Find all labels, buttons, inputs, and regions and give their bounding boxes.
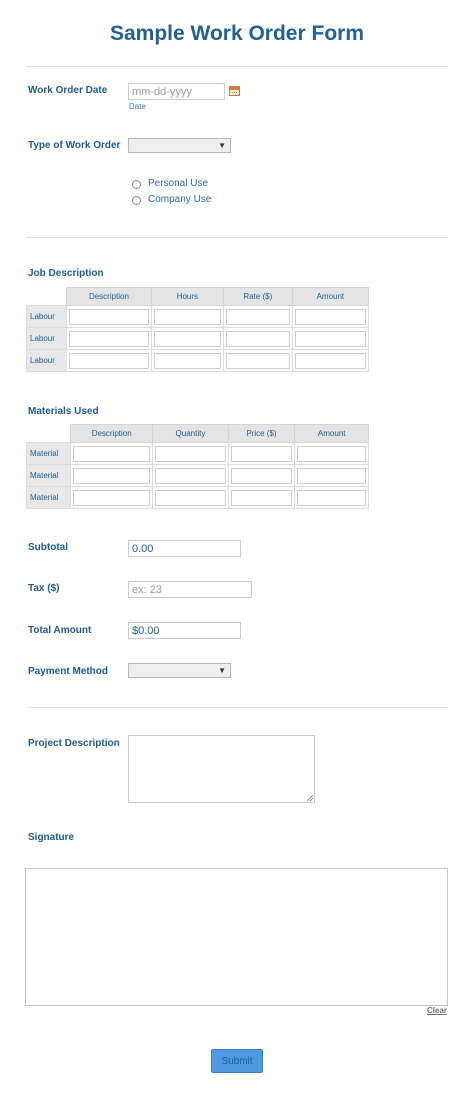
material-amount-input[interactable] bbox=[297, 446, 366, 462]
chevron-down-icon: ▼ bbox=[218, 666, 226, 675]
payment-method-label: Payment Method bbox=[28, 666, 109, 677]
tax-label: Tax ($) bbox=[28, 583, 60, 594]
radio-personal-use-label[interactable]: Personal Use bbox=[148, 178, 209, 189]
table-row bbox=[27, 328, 369, 350]
subtotal-label: Subtotal bbox=[28, 542, 68, 553]
labour-amount-input[interactable] bbox=[295, 309, 366, 325]
column-header: Description bbox=[67, 288, 152, 306]
material-price-input[interactable] bbox=[231, 490, 293, 506]
table-row bbox=[27, 487, 369, 509]
row-header: Material bbox=[27, 487, 71, 509]
material-price-input[interactable] bbox=[231, 468, 293, 484]
labour-rate-input[interactable] bbox=[226, 353, 290, 369]
payment-method-select[interactable] bbox=[128, 663, 231, 678]
row-header: Labour bbox=[27, 306, 67, 328]
labour-description-input[interactable] bbox=[69, 331, 149, 347]
project-description-textarea[interactable] bbox=[128, 735, 315, 803]
labour-hours-input[interactable] bbox=[154, 353, 221, 369]
type-of-work-order-select[interactable] bbox=[128, 138, 231, 153]
row-header: Labour bbox=[27, 328, 67, 350]
total-amount-field[interactable] bbox=[128, 622, 241, 639]
signature-label: Signature bbox=[28, 832, 75, 843]
column-header: Rate ($) bbox=[223, 288, 292, 306]
radio-company-use-label[interactable]: Company Use bbox=[148, 194, 212, 205]
divider-top bbox=[26, 66, 448, 67]
column-header: Amount bbox=[295, 425, 369, 443]
labour-rate-input[interactable] bbox=[226, 331, 290, 347]
chevron-down-icon: ▼ bbox=[218, 141, 226, 150]
table-row bbox=[27, 465, 369, 487]
material-quantity-input[interactable] bbox=[155, 446, 225, 462]
material-quantity-input[interactable] bbox=[155, 468, 225, 484]
labour-rate-input[interactable] bbox=[226, 309, 290, 325]
signature-pad[interactable] bbox=[25, 868, 448, 1006]
radio-personal-use[interactable] bbox=[132, 180, 141, 189]
work-order-date-input[interactable] bbox=[128, 83, 225, 100]
resize-handle-icon[interactable] bbox=[307, 795, 313, 801]
column-header: Amount bbox=[292, 288, 368, 306]
job-description-label: Job Description bbox=[28, 268, 104, 279]
material-amount-input[interactable] bbox=[297, 468, 366, 484]
material-price-input[interactable] bbox=[231, 446, 293, 462]
submit-button[interactable]: Submit bbox=[211, 1049, 263, 1073]
table-corner bbox=[27, 288, 67, 306]
table-row bbox=[27, 350, 369, 372]
row-header: Material bbox=[27, 443, 71, 465]
type-of-work-order-label: Type of Work Order bbox=[28, 140, 121, 151]
material-description-input[interactable] bbox=[73, 490, 150, 506]
labour-amount-input[interactable] bbox=[295, 331, 366, 347]
row-header: Material bbox=[27, 465, 71, 487]
materials-used-label: Materials Used bbox=[28, 406, 99, 417]
project-description-label: Project Description bbox=[28, 738, 120, 749]
labour-description-input[interactable] bbox=[69, 309, 149, 325]
job-description-table bbox=[26, 287, 369, 372]
labour-description-input[interactable] bbox=[69, 353, 149, 369]
total-amount-label: Total Amount bbox=[28, 625, 92, 636]
table-corner bbox=[27, 425, 71, 443]
tax-field[interactable] bbox=[128, 581, 252, 598]
labour-hours-input[interactable] bbox=[154, 309, 221, 325]
labour-hours-input[interactable] bbox=[154, 331, 221, 347]
column-header: Description bbox=[71, 425, 153, 443]
material-amount-input[interactable] bbox=[297, 490, 366, 506]
calendar-icon[interactable] bbox=[229, 86, 240, 96]
column-header: Quantity bbox=[153, 425, 228, 443]
radio-company-use[interactable] bbox=[132, 196, 141, 205]
row-header: Labour bbox=[27, 350, 67, 372]
divider-bottom bbox=[26, 707, 448, 708]
column-header: Hours bbox=[151, 288, 223, 306]
divider-middle bbox=[26, 237, 448, 238]
table-row bbox=[27, 443, 369, 465]
column-header: Price ($) bbox=[228, 425, 295, 443]
material-description-input[interactable] bbox=[73, 468, 150, 484]
page-title: Sample Work Order Form bbox=[109, 22, 364, 45]
material-description-input[interactable] bbox=[73, 446, 150, 462]
date-sublabel: Date bbox=[129, 102, 146, 111]
material-quantity-input[interactable] bbox=[155, 490, 225, 506]
subtotal-field[interactable] bbox=[128, 540, 241, 557]
labour-amount-input[interactable] bbox=[295, 353, 366, 369]
table-row bbox=[27, 306, 369, 328]
clear-signature-link[interactable]: Clear bbox=[427, 1006, 448, 1015]
work-order-date-label: Work Order Date bbox=[28, 85, 108, 96]
materials-used-table bbox=[26, 424, 369, 509]
